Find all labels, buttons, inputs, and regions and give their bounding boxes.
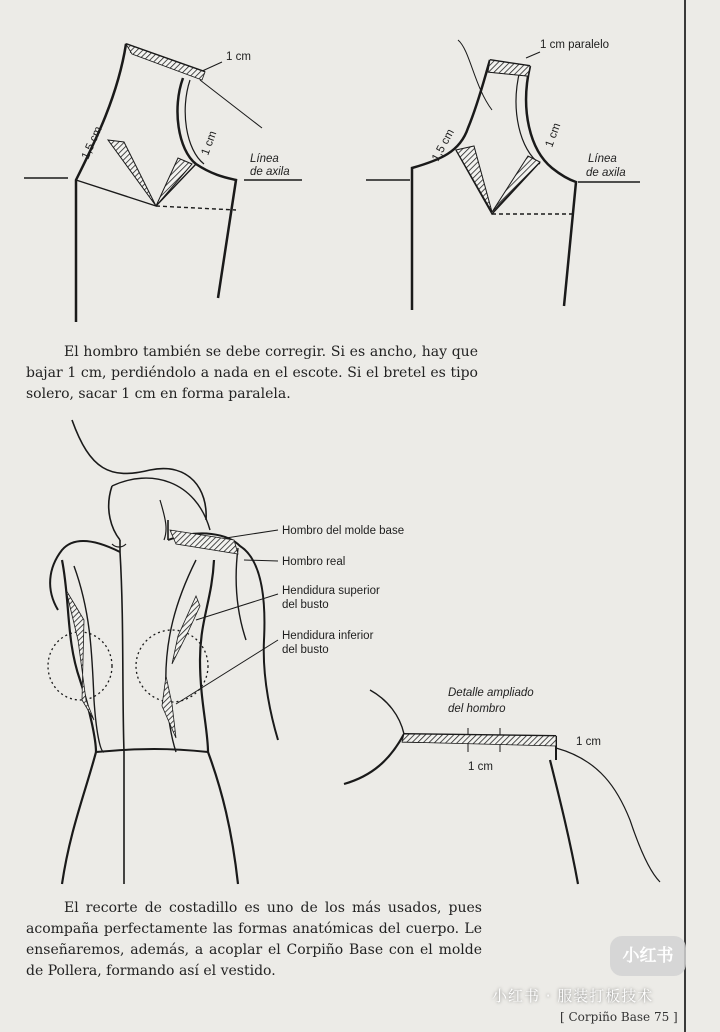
left-shoulder-hatch [126,44,205,80]
detail-title-2: del hombro [448,703,506,715]
right-dart-hatch-1 [456,146,492,212]
left-label-linea: Línea [250,153,279,165]
label-hend-inf-1: Hendidura inferior [282,630,374,642]
right-label-15cm: 1,5 cm [430,127,457,164]
right-label-de-axila: de axila [586,167,626,179]
right-leader-line [526,52,540,58]
label-hend-inf-2: del busto [282,644,329,656]
bust-hatch-right-upper [172,596,200,664]
detail-title-1: Detalle ampliado [448,687,534,699]
label-hend-sup-2: del busto [282,599,329,611]
detail-measure-a: 1 cm [468,761,493,773]
right-label-1cm-arm: 1 cm [543,121,564,150]
label-hombro-molde: Hombro del molde base [282,525,405,537]
left-dart-hatch-2 [156,158,192,206]
label-hend-sup-1: Hendidura superior [282,585,380,597]
watermark-line: 小红书 · 服装打板技术 [492,987,654,1005]
detail-hatch [402,734,556,746]
right-label-paralelo: 1 cm paralelo [540,39,610,51]
left-dart-hatch-1 [108,140,156,206]
left-label-1cm-arm: 1 cm [199,129,220,158]
right-label-linea: Línea [588,153,617,165]
bust-hatch-right-lower [162,676,176,738]
paragraph-costadillo: El recorte de costadillo es uno de los más usados, pues acompaña perfectamente las formas anatómicas del cuerpo. Le enseñaremos, además, a acoplar el Corpiño Base con el molde de Pollera, formando así el vestido. [26,900,482,979]
label-hombro-real: Hombro real [282,556,346,568]
page-footer: [ Corpiño Base 75 ] [560,1010,678,1024]
right-dart-hatch-2 [492,156,540,212]
detail-measure-b: 1 cm [576,736,601,748]
paragraph-shoulder-correction: El hombro también se debe corregir. Si es ancho, hay que bajar 1 cm, perdiéndolo a nada en el escote. Si el bretel es tipo solero, sacar 1 cm en forma paralela. [26,344,478,402]
left-label-de-axila: de axila [250,166,290,178]
watermark-badge: 小红书 [610,936,686,976]
left-label-15cm: 1,5 cm [79,124,105,162]
left-label-1cm: 1 cm [226,51,251,63]
shoulder-detail-drawing [344,690,660,884]
